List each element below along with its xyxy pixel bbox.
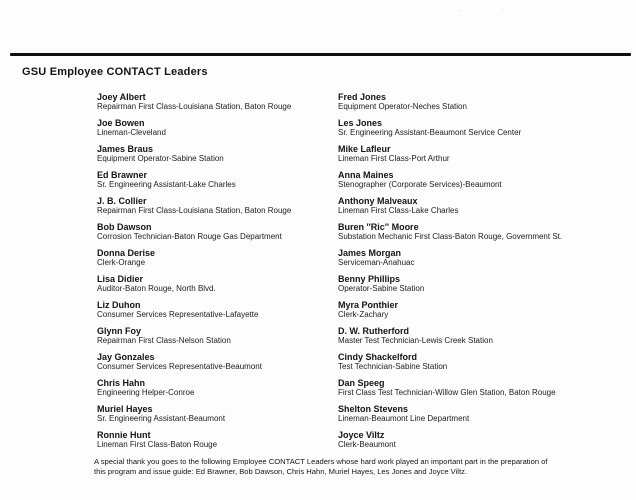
- contact-entry: [338, 274, 623, 293]
- contact-role: Lineman First Class-Lake Charles: [338, 206, 459, 215]
- contact-role: Operator-Sabine Station: [338, 284, 425, 293]
- contact-entry: [338, 196, 623, 215]
- contact-name: Glynn Foy: [97, 326, 142, 336]
- contact-entry: [97, 404, 342, 423]
- contact-role: Corrosion Technician-Baton Rouge Gas Department: [97, 232, 282, 241]
- contact-entry: [338, 222, 623, 241]
- contact-entry: [97, 430, 342, 449]
- contact-entry: [338, 352, 623, 371]
- contact-entry: [97, 196, 342, 215]
- contact-role: Repairman First Class-Louisiana Station, Baton Rouge: [97, 102, 292, 111]
- contact-role: Repairman First Class-Louisiana Station, Baton Rouge: [97, 206, 292, 215]
- scan-artifact-mark: ·: [501, 5, 505, 14]
- contact-entry: [338, 144, 623, 163]
- contact-name: Mike Lafleur: [338, 144, 391, 154]
- contact-name: Anthony Malveaux: [338, 196, 418, 206]
- contact-entry: [338, 430, 623, 449]
- contact-name: Joey Albert: [97, 92, 146, 102]
- contact-role: Test Technician-Sabine Station: [338, 362, 448, 371]
- contact-role: Master Test Technician-Lewis Creek Station: [338, 336, 493, 345]
- contact-list-right-column: [338, 92, 623, 456]
- contact-name: Bob Dawson: [97, 222, 152, 232]
- contact-name: Cindy Shackelford: [338, 352, 418, 362]
- contact-name: James Morgan: [338, 248, 402, 258]
- contact-name: Liz Duhon: [97, 300, 141, 310]
- footer-note-line1: A special thank you goes to the following Employee CONTACT Leaders whose hard work played an important part in the preparation of: [94, 457, 548, 466]
- header-rule: [10, 53, 631, 56]
- contact-role: Clerk-Zachary: [338, 310, 389, 319]
- contact-entry: [338, 404, 623, 423]
- contact-entry: [338, 118, 623, 137]
- contact-entry: [97, 352, 342, 371]
- contact-name: Donna Derise: [97, 248, 156, 258]
- contact-name: Shelton Stevens: [338, 404, 409, 414]
- contact-role: Lineman First Class-Port Arthur: [338, 154, 450, 163]
- contact-name: Les Jones: [338, 118, 383, 128]
- contact-entry: [97, 144, 342, 163]
- contact-name: Buren ''Ric'' Moore: [338, 222, 419, 232]
- contact-role: Clerk-Orange: [97, 258, 146, 267]
- contact-entry: [338, 378, 623, 397]
- footer-note: [94, 457, 548, 476]
- contact-role: Sr. Engineering Assistant-Beaumont: [97, 414, 226, 423]
- contact-name: Lisa Didier: [97, 274, 144, 284]
- contact-role: Auditor-Baton Rouge, North Blvd.: [97, 284, 216, 293]
- contact-role: Repairman First Class-Nelson Station: [97, 336, 231, 345]
- contact-name: Joe Bowen: [97, 118, 145, 128]
- contact-name: Ronnie Hunt: [97, 430, 151, 440]
- contact-entry: [97, 274, 342, 293]
- contact-role: Consumer Services Representative-Lafayette: [97, 310, 259, 319]
- contact-name: Muriel Hayes: [97, 404, 153, 414]
- contact-role: Lineman-Beaumont Line Department: [338, 414, 470, 423]
- contact-role: First Class Test Technician-Willow Glen Station, Baton Rouge: [338, 388, 556, 397]
- contact-name: Dan Speeg: [338, 378, 385, 388]
- contact-role: Stenographer (Corporate Services)-Beaumont: [338, 180, 502, 189]
- contact-role: Sr. Engineering Assistant-Beaumont Service Center: [338, 128, 522, 137]
- contact-name: Myra Ponthier: [338, 300, 399, 310]
- contact-role: Clerk-Beaumont: [338, 440, 396, 449]
- contact-entry: [338, 170, 623, 189]
- contact-name: Joyce Viltz: [338, 430, 385, 440]
- contact-entry: [338, 326, 623, 345]
- contact-name: Jay Gonzales: [97, 352, 155, 362]
- contact-role: Consumer Services Representative-Beaumont: [97, 362, 262, 371]
- contact-role: Lineman First Class-Baton Rouge: [97, 440, 218, 449]
- contact-name: Anna Maines: [338, 170, 394, 180]
- contact-entry: [338, 300, 623, 319]
- contact-list-left-column: [97, 92, 342, 456]
- contact-name: Ed Brawner: [97, 170, 148, 180]
- contact-name: D. W. Rutherford: [338, 326, 409, 336]
- contact-role: Substation Mechanic First Class-Baton Rouge, Government St.: [338, 232, 563, 241]
- contact-name: J. B. Collier: [97, 196, 147, 206]
- contact-entry: [97, 326, 342, 345]
- contact-role: Sr. Engineering Assistant-Lake Charles: [97, 180, 236, 189]
- contact-role: Equipment Operator-Sabine Station: [97, 154, 224, 163]
- contact-role: Lineman-Cleveland: [97, 128, 166, 137]
- contact-name: Benny Phillips: [338, 274, 401, 284]
- contact-entry: [338, 92, 623, 111]
- contact-role: Engineering Helper-Conroe: [97, 388, 195, 397]
- contact-entry: [338, 248, 623, 267]
- contact-role: Serviceman-Anahuac: [338, 258, 415, 267]
- contact-entry: [97, 378, 342, 397]
- contact-role: Equipment Operator-Neches Station: [338, 102, 467, 111]
- page-title: GSU Employee CONTACT Leaders: [22, 66, 208, 78]
- contact-entry: [97, 92, 342, 111]
- contact-entry: [97, 170, 342, 189]
- footer-note-line2: this program and issue guide: Ed Brawner, Bob Dawson, Chris Hahn, Muriel Hayes, Les Jones and Joyce Viltz.: [94, 466, 467, 476]
- contact-name: Fred Jones: [338, 92, 387, 102]
- contact-entry: [97, 222, 342, 241]
- contact-entry: [97, 300, 342, 319]
- contact-name: Chris Hahn: [97, 378, 146, 388]
- scan-artifact-mark: ·: [458, 6, 462, 15]
- contact-entry: [97, 118, 342, 137]
- contact-name: James Braus: [97, 144, 154, 154]
- contact-entry: [97, 248, 342, 267]
